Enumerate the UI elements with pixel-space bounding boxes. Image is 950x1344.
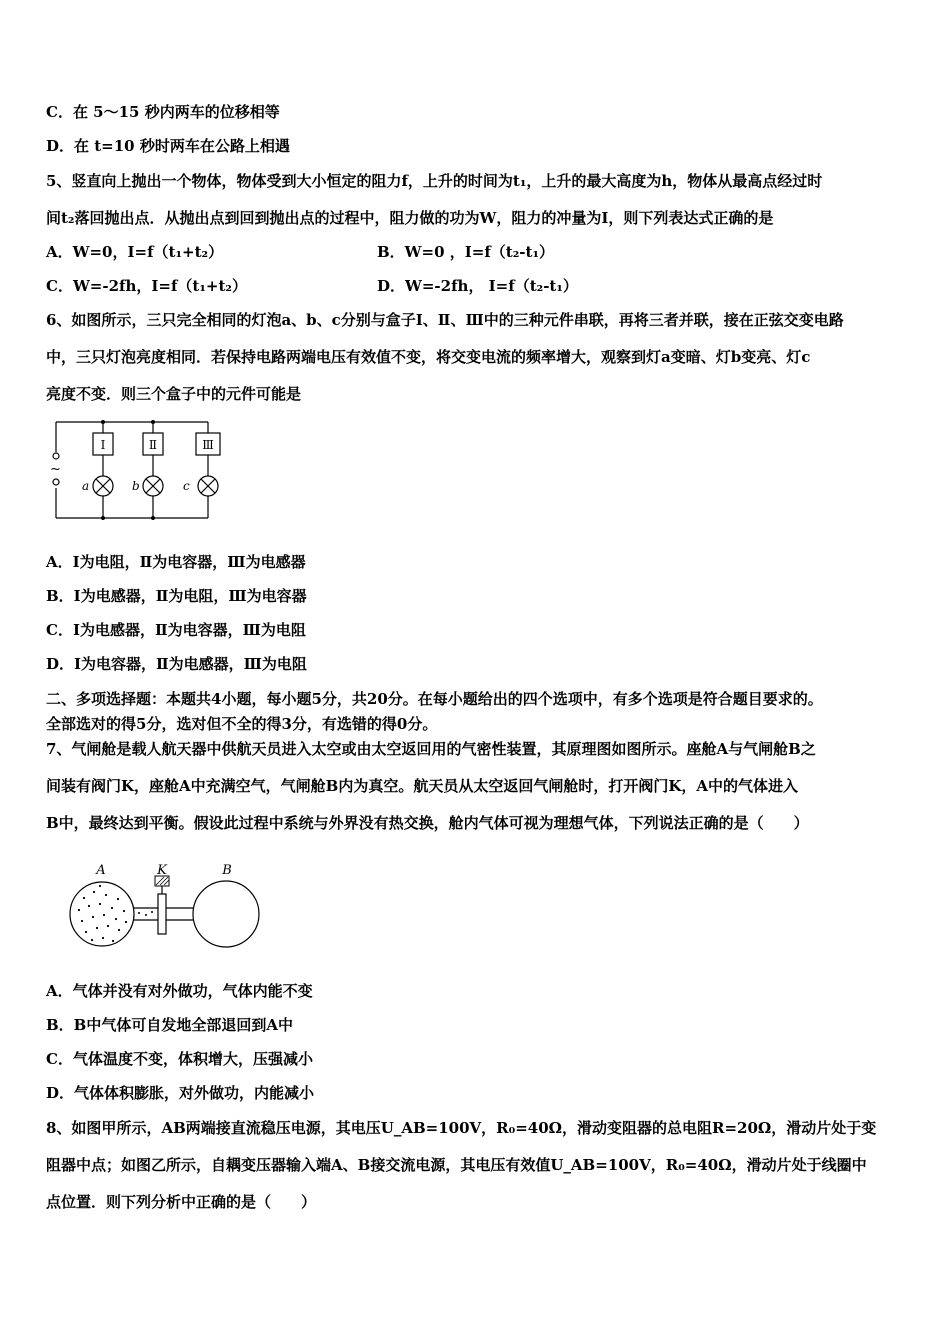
q7-option-d: D．气体体积膨胀，对外做功，内能减小 <box>46 1084 315 1102</box>
q7-option-b: B．B中气体可自发地全部退回到A中 <box>46 1016 293 1034</box>
q5-option-b: B．W=0 ，I=f（t₂-t₁） <box>377 243 555 261</box>
box-label-3: Ⅲ <box>202 438 214 452</box>
q7-option-a: A．气体并没有对外做功，气体内能不变 <box>46 982 313 1000</box>
label-valve-k: K <box>157 863 167 878</box>
q7-option-c: C．气体温度不变，体积增大，压强减小 <box>46 1050 313 1068</box>
q5-stem-line-1: 5、竖直向上抛出一个物体，物体受到大小恒定的阻力f，上升的时间为t₁，上升的最大高度为h，物体从最高点经过时 <box>46 172 823 190</box>
q6-circuit-figure <box>46 416 226 524</box>
lamp-label-b: b <box>132 479 140 493</box>
q6-option-b: B．Ⅰ为电感器，Ⅱ为电阻，Ⅲ为电容器 <box>46 587 307 605</box>
q5-option-d: D．W=-2fh， I=f（t₂-t₁） <box>377 277 578 295</box>
q4-option-c: C．在 5～15 秒内两车的位移相等 <box>46 103 280 121</box>
q8-stem-line-1: 8、如图甲所示，AB两端接直流稳压电源，其电压U_AB=100V，R₀=40Ω，滑动变阻器的总电阻R=20Ω，滑动片处于变 <box>46 1119 877 1137</box>
q5-stem-line-2: 间t₂落回抛出点．从抛出点到回到抛出点的过程中，阻力做的功为W，阻力的冲量为I，则下列表达式正确的是 <box>46 209 774 227</box>
q6-stem-line-1: 6、如图所示，三只完全相同的灯泡a、b、c分别与盒子Ⅰ、Ⅱ、Ⅲ中的三种元件串联，再将三者并联，接在正弦交变电路 <box>46 311 844 329</box>
q7-stem-line-1: 7、气闸舱是载人航天器中供航天员进入太空或由太空返回用的气密性装置，其原理图如图所示。座舱A与气闸舱B之 <box>46 740 816 758</box>
q6-stem-line-2: 中，三只灯泡亮度相同．若保持电路两端电压有效值不变，将交变电流的频率增大，观察到灯a变暗、灯b变亮、灯c <box>46 348 811 366</box>
q6-option-c: C．Ⅰ为电感器，Ⅱ为电容器，Ⅲ为电阻 <box>46 621 306 639</box>
ac-source-symbol: ~ <box>50 462 61 477</box>
q6-option-d: D．Ⅰ为电容器，Ⅱ为电感器，Ⅲ为电阻 <box>46 655 307 673</box>
q7-stem-line-2: 间装有阀门K，座舱A中充满空气，气闸舱B内为真空。航天员从太空返回气闸舱时，打开阀门K，A中的气体进入 <box>46 777 799 795</box>
lamp-label-c: c <box>183 479 190 493</box>
lamp-label-a: a <box>82 479 90 493</box>
box-label-1: Ⅰ <box>100 438 106 452</box>
q4-option-d: D．在 t=10 秒时两车在公路上相遇 <box>46 137 290 155</box>
box-label-2: Ⅱ <box>148 438 158 452</box>
section-2-heading-line-1: 二、多项选择题：本题共4小题，每小题5分，共20分。在每小题给出的四个选项中，有多个选项是符合题目要求的。 <box>46 690 823 708</box>
label-airlock-b: B <box>222 863 232 878</box>
q8-stem-line-3: 点位置．则下列分析中正确的是（ ） <box>46 1193 317 1211</box>
label-cabin-a: A <box>96 863 106 878</box>
q6-stem-line-3: 亮度不变．则三个盒子中的元件可能是 <box>46 385 302 403</box>
q7-airlock-figure <box>64 858 264 952</box>
q7-stem-line-3: B中，最终达到平衡。假设此过程中系统与外界没有热交换，舱内气体可视为理想气体，下列说法正确的是（ ） <box>46 814 809 832</box>
q6-option-a: A．Ⅰ为电阻，Ⅱ为电容器，Ⅲ为电感器 <box>46 553 306 571</box>
q5-option-c: C．W=-2fh，I=f（t₁+t₂） <box>46 277 247 295</box>
q8-stem-line-2: 阻器中点；如图乙所示，自耦变压器输入端A、B接交流电源，其电压有效值U_AB=100V，R₀=40Ω，滑动片处于线圈中 <box>46 1156 867 1174</box>
section-2-heading-line-2: 全部选对的得5分，选对但不全的得3分，有选错的得0分。 <box>46 715 438 733</box>
q5-option-a: A．W=0，I=f（t₁+t₂） <box>46 243 224 261</box>
